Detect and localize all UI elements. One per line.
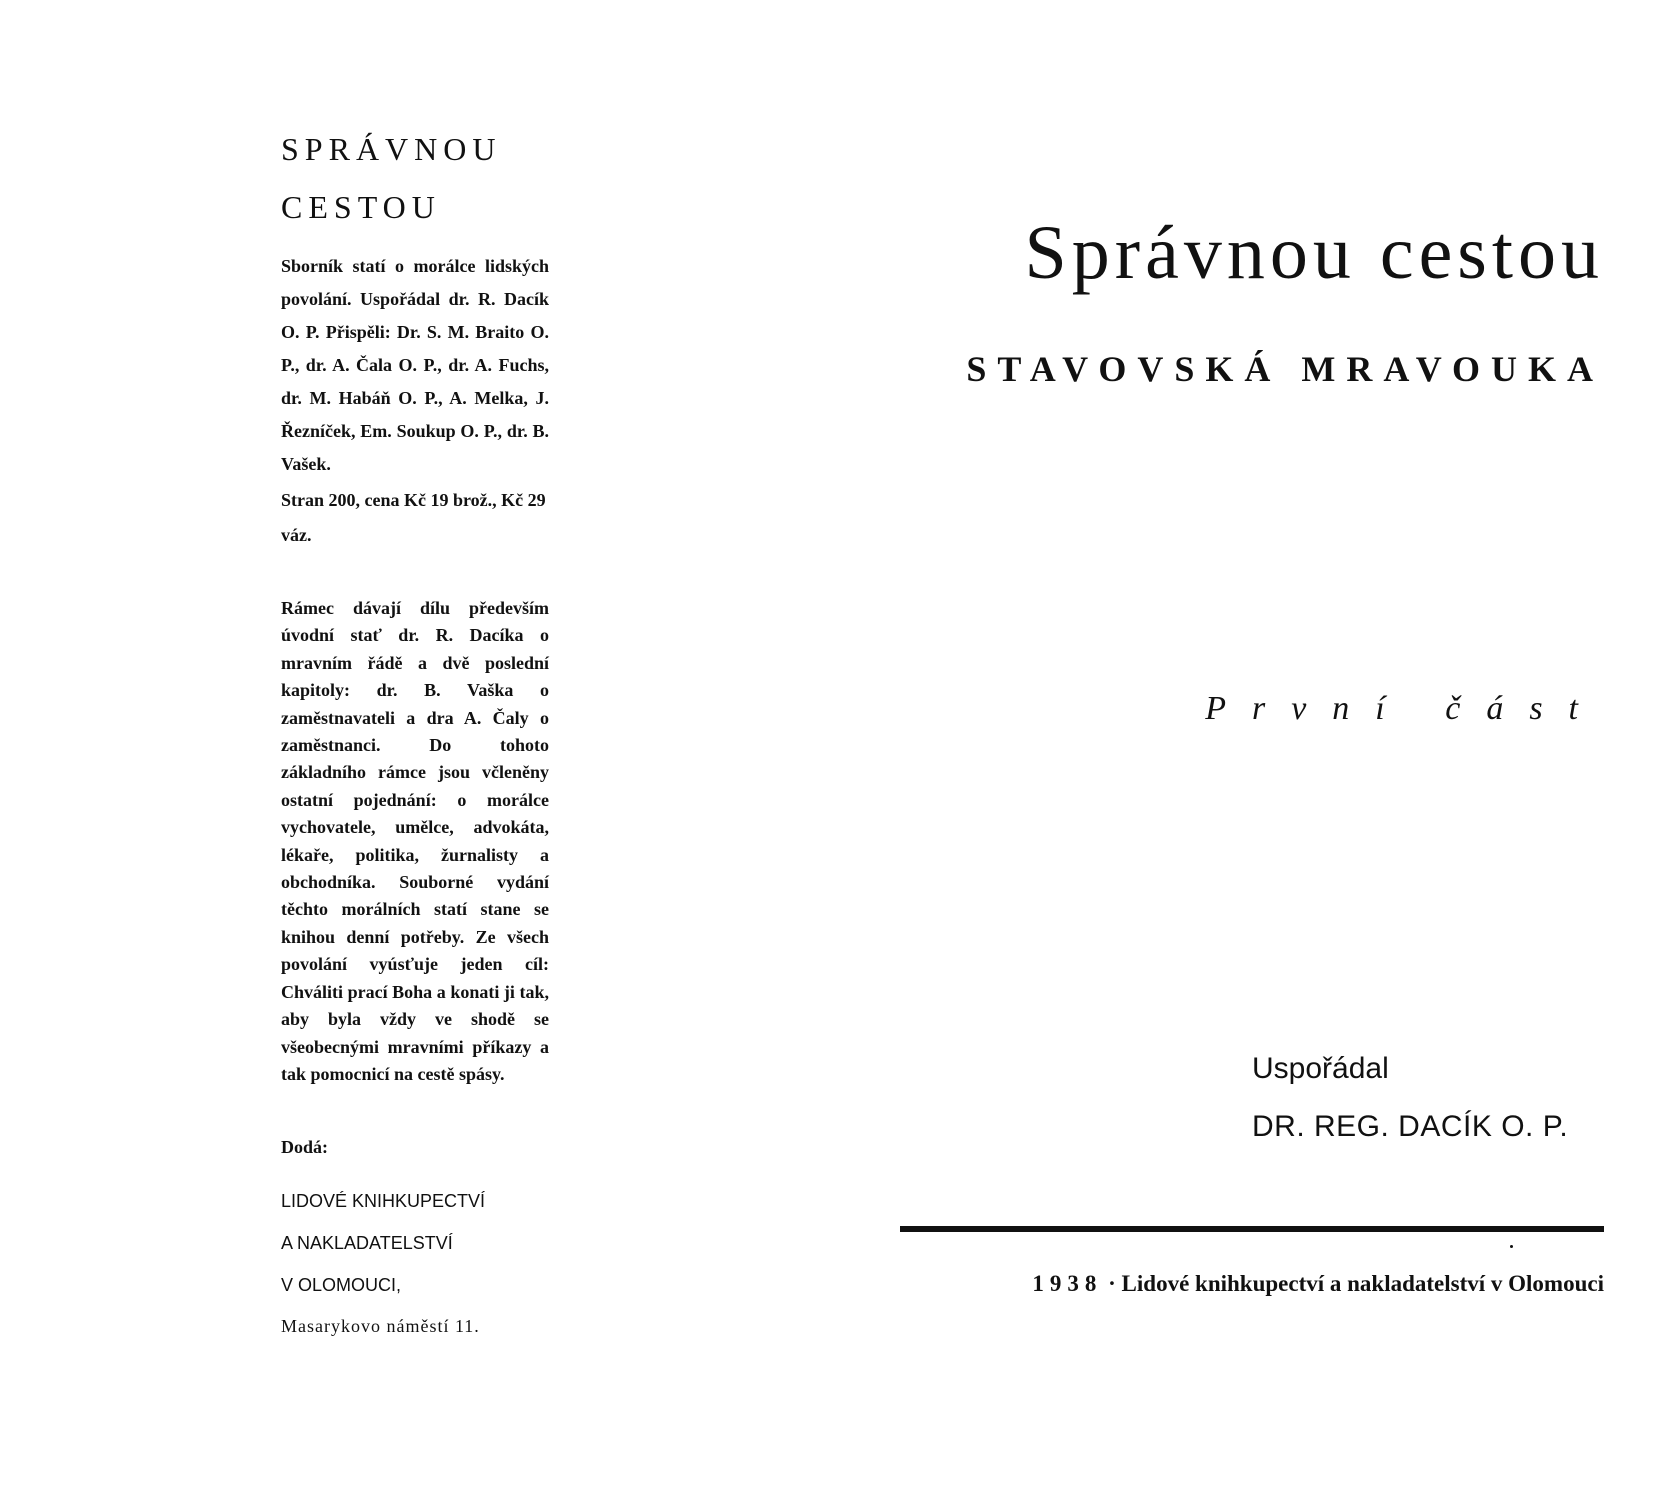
ad-title-line1: SPRÁVNOU [281, 131, 502, 167]
part-label: První část [1205, 690, 1604, 727]
publisher-line2: A NAKLADATELSTVÍ [281, 1233, 453, 1254]
imprint-publisher: Lidové knihkupectví a nakladatelství v Olomouci [1121, 1271, 1604, 1296]
publisher-line1: LIDOVÉ KNIHKUPECTVÍ [281, 1191, 486, 1212]
book-subtitle: STAVOVSKÁ MRAVOUKA [966, 349, 1604, 389]
print-dot [1510, 1245, 1513, 1248]
book-title: Správnou cestou [1024, 211, 1604, 295]
ad-title-line2: CESTOU [281, 189, 441, 225]
title-page [896, 0, 1604, 1500]
ad-description: Sborník statí o morálce lidských povolání. Uspořádal dr. R. Dacík O. P. Přispěli: Dr. S. M. Braito O. P., dr. A. Čala O. P., dr. A. Fuchs, dr. M. Habáň O. P., A. Melka, J. Řezníček, Em. Soukup O. P., dr. B. Vašek. [281, 256, 549, 474]
publisher-line3: V OLOMOUCI, [281, 1275, 402, 1296]
imprint [896, 1271, 1604, 1297]
publisher-address: Masarykovo náměstí 11. [281, 1316, 480, 1337]
arranged-label: Uspořádal [1252, 1052, 1389, 1085]
ad-summary: Rámec dávají dílu především úvodní stať dr. R. Dacíka o mravním řádě a dvě poslední kapitoly: dr. B. Vaška o zaměstnavateli a dra A. Čaly o zaměstnanci. Do tohoto základního rámce jsou včleněny ostatní pojednání: o morálce vychovatele, umělce, advokáta, lékaře, politika, žurnalisty a obchodníka. Souborné vydání těchto morálních statí stane se knihou denní potřeby. Ze všech povolání vyúsťuje jeden cíl: Chváliti prací Boha a konati ji tak, aby byla vždy ve shodě se všeobecnými mravními příkazy a tak pomocnicí na cestě spásy. [281, 598, 549, 1084]
editor-name: DR. REG. DACÍK O. P. [1252, 1110, 1569, 1143]
imprint-separator: · [1108, 1271, 1116, 1296]
imprint-year: 1938 [1032, 1271, 1103, 1296]
supplier-label: Dodá: [281, 1137, 329, 1158]
horizontal-rule [900, 1226, 1604, 1232]
advertisement-column [281, 120, 549, 1346]
ad-price: Stran 200, cena Kč 19 brož., Kč 29 váz. [281, 490, 546, 545]
